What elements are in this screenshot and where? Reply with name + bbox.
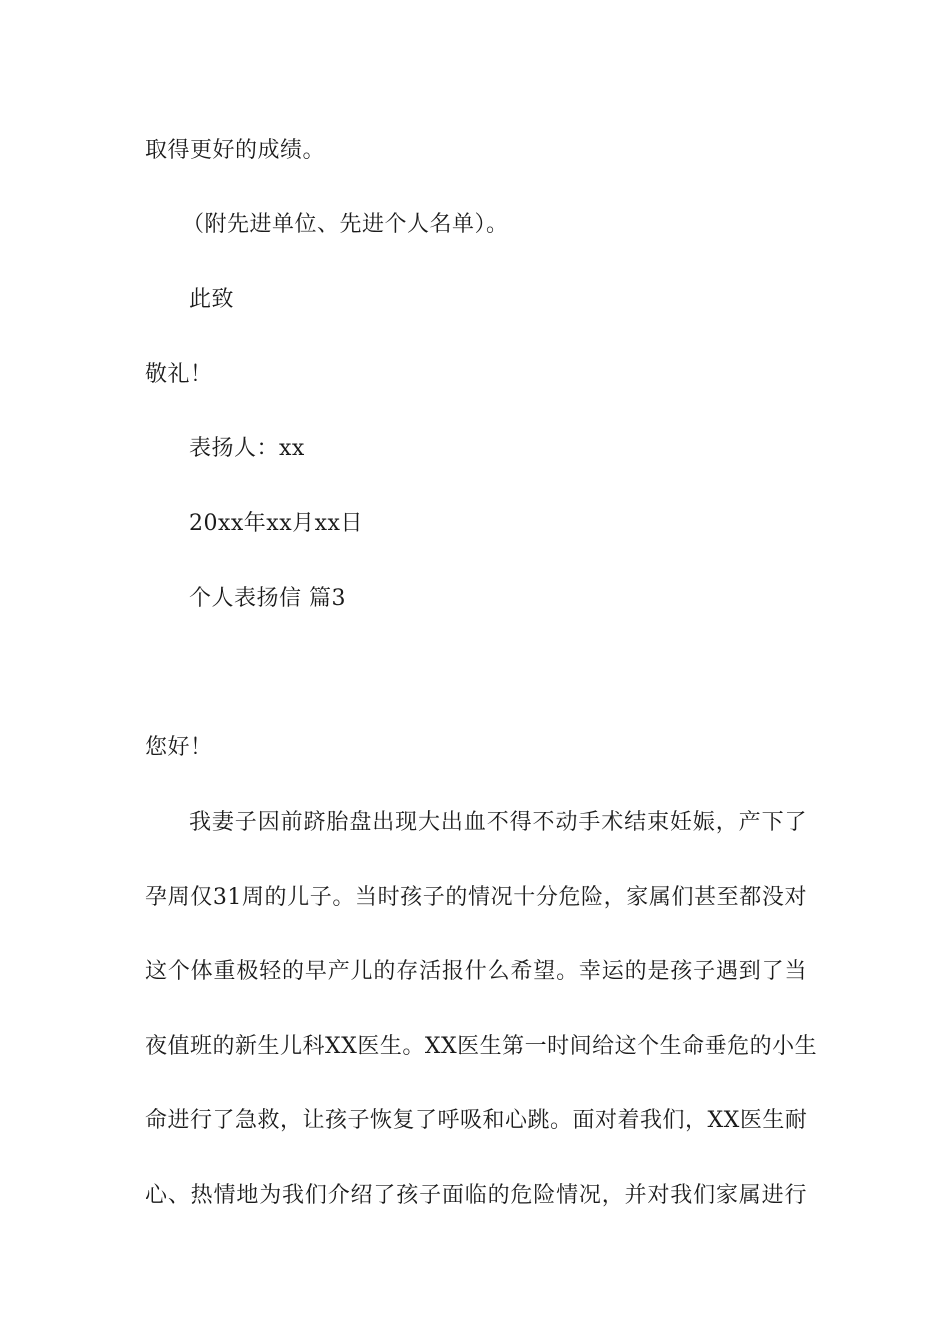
section-heading: 个人表扬信 篇3: [189, 586, 346, 611]
closing-respect: 敬礼！: [145, 362, 213, 387]
text-line-attachment-note: （附先进单位、先进个人名单）。: [182, 212, 509, 237]
greeting-line: 您好！: [145, 735, 213, 760]
text-line-achievement: 取得更好的成绩。: [145, 138, 326, 163]
signatory-line: 表扬人：xx: [189, 436, 305, 461]
date-line: 20xx年xx月xx日: [189, 511, 363, 536]
paragraph-line: 我妻子因前跻胎盘出现大出血不得不动手术结束妊娠，产下了: [189, 810, 807, 835]
closing-salutation: 此致: [189, 287, 235, 312]
paragraph-line: 心、热情地为我们介绍了孩子面临的危险情况，并对我们家属进行: [145, 1183, 807, 1208]
paragraph-line: 命进行了急救，让孩子恢复了呼吸和心跳。面对着我们，XX医生耐: [145, 1108, 808, 1133]
paragraph-line: 这个体重极轻的早产儿的存活报什么希望。幸运的是孩子遇到了当: [145, 959, 807, 984]
paragraph-line: 孕周仅31周的儿子。当时孩子的情况十分危险，家属们甚至都没对: [145, 885, 807, 910]
paragraph-line: 夜值班的新生儿科XX医生。XX医生第一时间给这个生命垂危的小生: [145, 1034, 818, 1059]
